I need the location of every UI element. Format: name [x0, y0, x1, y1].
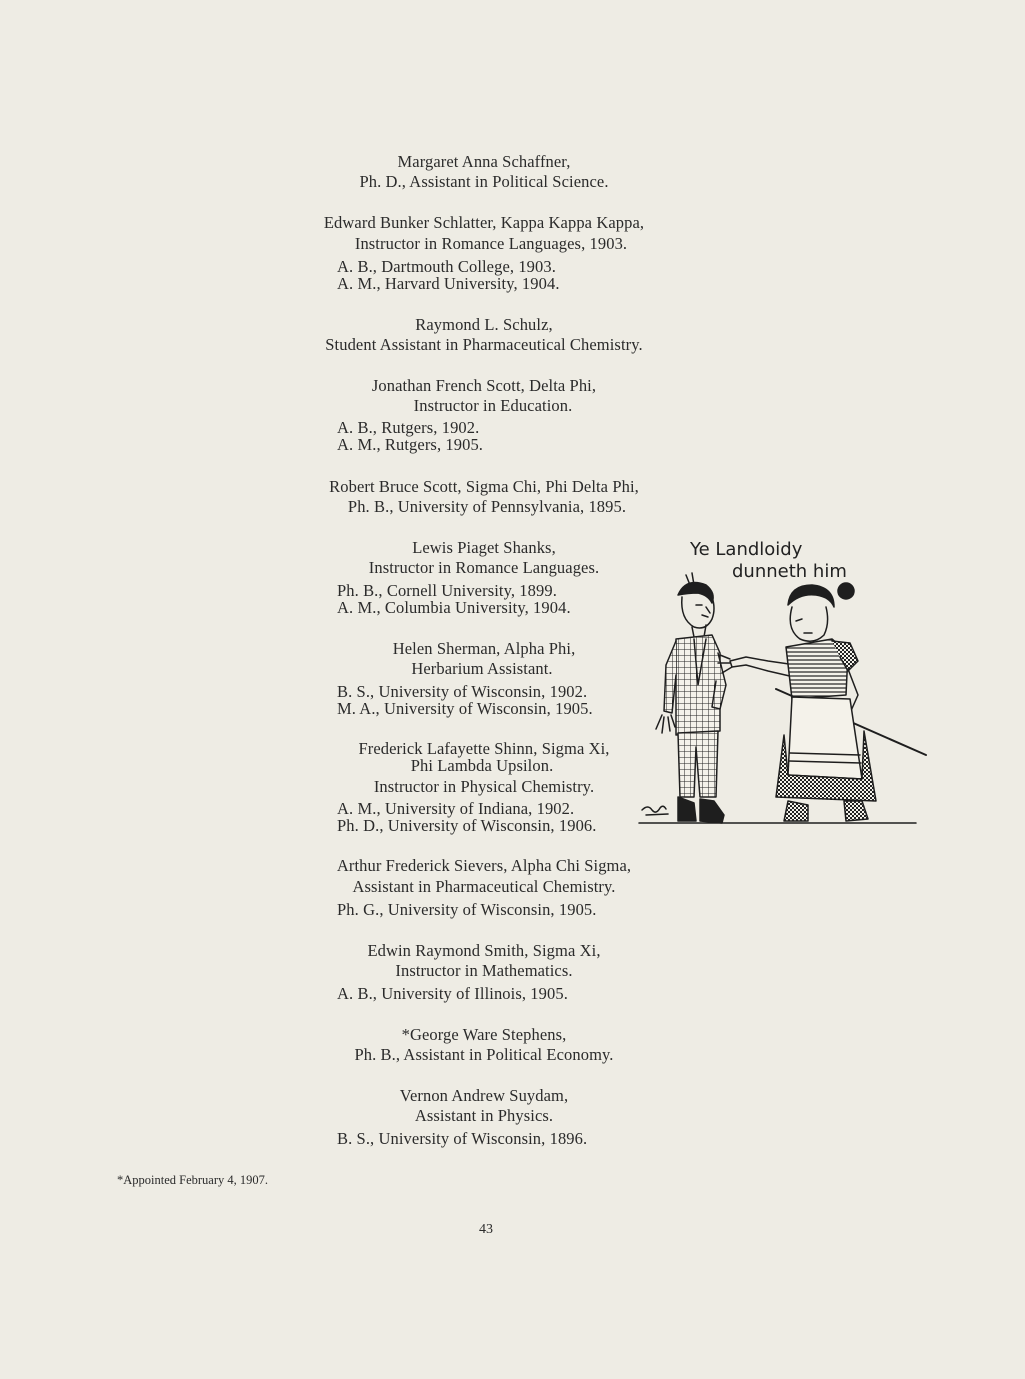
entry-line: Ph. D., Assistant in Political Science. [359, 172, 609, 191]
entry-line: Ph. D., University of Wisconsin, 1906. [337, 816, 597, 835]
entry-line: A. B., Dartmouth College, 1903. [337, 257, 556, 276]
page-number: 43 [479, 1222, 493, 1237]
entry-line: Assistant in Physics. [414, 1106, 554, 1125]
entry-line: A. M., University of Indiana, 1902. [337, 799, 575, 818]
entry-name: Edward Bunker Schlatter, Kappa Kappa Kappa, [323, 213, 645, 232]
entry-line: A. B., Rutgers, 1902. [337, 418, 480, 437]
entry-line: Assistant in Pharmaceutical Chemistry. [352, 877, 616, 896]
entry-name: Raymond L. Schulz, [415, 315, 553, 334]
entry-line: M. A., University of Wisconsin, 1905. [337, 699, 593, 718]
entry-line: A. M., Harvard University, 1904. [337, 274, 560, 293]
entry-line: Ph. B., University of Pennsylvania, 1895. [347, 497, 627, 516]
cartoon-caption-line2: dunneth him [732, 561, 847, 582]
cartoon-illustration [636, 535, 930, 831]
entry-line: Instructor in Romance Languages, 1903. [354, 234, 628, 253]
entry-name: Edwin Raymond Smith, Sigma Xi, [367, 941, 601, 960]
entry-line: Herbarium Assistant. [411, 659, 553, 678]
entry-line: Phi Lambda Upsilon. [410, 756, 554, 775]
entry-line: B. S., University of Wisconsin, 1902. [337, 682, 588, 701]
entry-line: Instructor in Mathematics. [395, 961, 573, 980]
entry-name: Lewis Piaget Shanks, [412, 538, 556, 557]
entry-name: Frederick Lafayette Shinn, Sigma Xi, [358, 739, 610, 758]
entry-line: Instructor in Romance Languages. [368, 558, 600, 577]
entry-line: Student Assistant in Pharmaceutical Chemistry. [325, 335, 643, 354]
entry-line: Instructor in Physical Chemistry. [373, 777, 595, 796]
entry-line: A. M., Rutgers, 1905. [337, 435, 484, 454]
entry-name: *George Ware Stephens, [401, 1025, 567, 1044]
entry-line: Ph. B., Cornell University, 1899. [337, 581, 557, 600]
entry-line: Instructor in Education. [413, 396, 573, 415]
cartoon-caption-line1: Ye Landloidy [690, 539, 803, 560]
entry-name: Vernon Andrew Suydam, [399, 1086, 569, 1105]
cartoon-drawing [636, 535, 930, 831]
entry-name: Arthur Frederick Sievers, Alpha Chi Sigma, [336, 856, 632, 875]
entry-line: A. M., Columbia University, 1904. [337, 598, 571, 617]
entry-line: B. S., University of Wisconsin, 1896. [337, 1129, 588, 1148]
entry-name: Robert Bruce Scott, Sigma Chi, Phi Delta Phi, [329, 477, 639, 496]
entry-line: Ph. B., Assistant in Political Economy. [354, 1045, 614, 1064]
entry-name: Helen Sherman, Alpha Phi, [392, 639, 576, 658]
entry-line: A. B., University of Illinois, 1905. [337, 984, 568, 1003]
entry-line: Ph. G., University of Wisconsin, 1905. [337, 900, 597, 919]
entry-name: Margaret Anna Schaffner, [397, 152, 571, 171]
footnote: *Appointed February 4, 1907. [117, 1173, 269, 1187]
entry-name: Jonathan French Scott, Delta Phi, [371, 376, 597, 395]
